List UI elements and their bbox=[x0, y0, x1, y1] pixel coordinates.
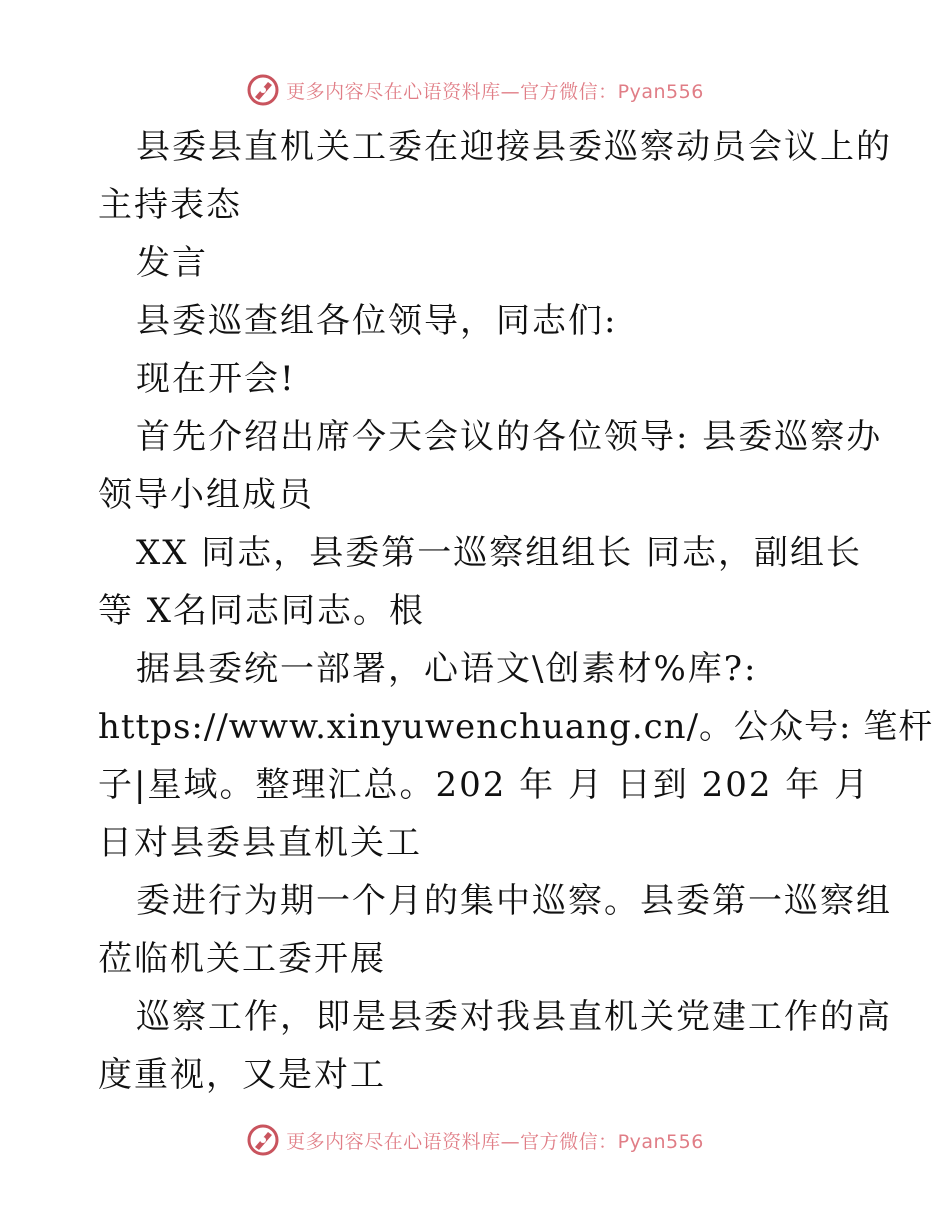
text-line: 领导小组成员 bbox=[98, 475, 314, 515]
text-line: 现在开会! bbox=[136, 359, 296, 399]
text-line: 巡察工作，即是县委对我县直机关党建工作的高 bbox=[136, 997, 892, 1037]
text-line: 子|星域。整理汇总。202 年 月 日到 202 年 月 bbox=[98, 765, 871, 805]
text-line: 据县委统一部署，心语文\创素材%库?: bbox=[136, 649, 758, 689]
pen-logo-icon bbox=[246, 1123, 280, 1157]
header-watermark bbox=[0, 72, 950, 108]
text-line: 度重视，又是对工 bbox=[98, 1055, 386, 1095]
text-line: 发言 bbox=[136, 243, 208, 283]
document-body bbox=[98, 118, 934, 1104]
text-line: 莅临机关工委开展 bbox=[98, 939, 386, 979]
footer-watermark bbox=[0, 1122, 950, 1158]
text-line: 日对县委县直机关工 bbox=[98, 823, 422, 863]
text-line: 县委县直机关工委在迎接县委巡察动员会议上的 bbox=[136, 127, 892, 167]
text-line: 首先介绍出席今天会议的各位领导: 县委巡察办 bbox=[136, 417, 883, 457]
pen-logo-icon bbox=[246, 73, 280, 107]
watermark-text: 更多内容尽在心语资料库—官方微信：Pyan556 bbox=[286, 1130, 704, 1153]
text-line: https://www.xinyuwenchuang.cn/。公众号: 笔杆 bbox=[98, 707, 934, 747]
text-line: 等 X名同志同志。根 bbox=[98, 591, 426, 631]
watermark-text: 更多内容尽在心语资料库—官方微信：Pyan556 bbox=[286, 80, 704, 103]
text-line: 县委巡查组各位领导，同志们: bbox=[136, 301, 618, 341]
text-line: 主持表态 bbox=[98, 185, 242, 225]
text-line: XX 同志，县委第一巡察组组长 同志，副组长 bbox=[136, 533, 863, 573]
text-line: 委进行为期一个月的集中巡察。县委第一巡察组 bbox=[136, 881, 892, 921]
